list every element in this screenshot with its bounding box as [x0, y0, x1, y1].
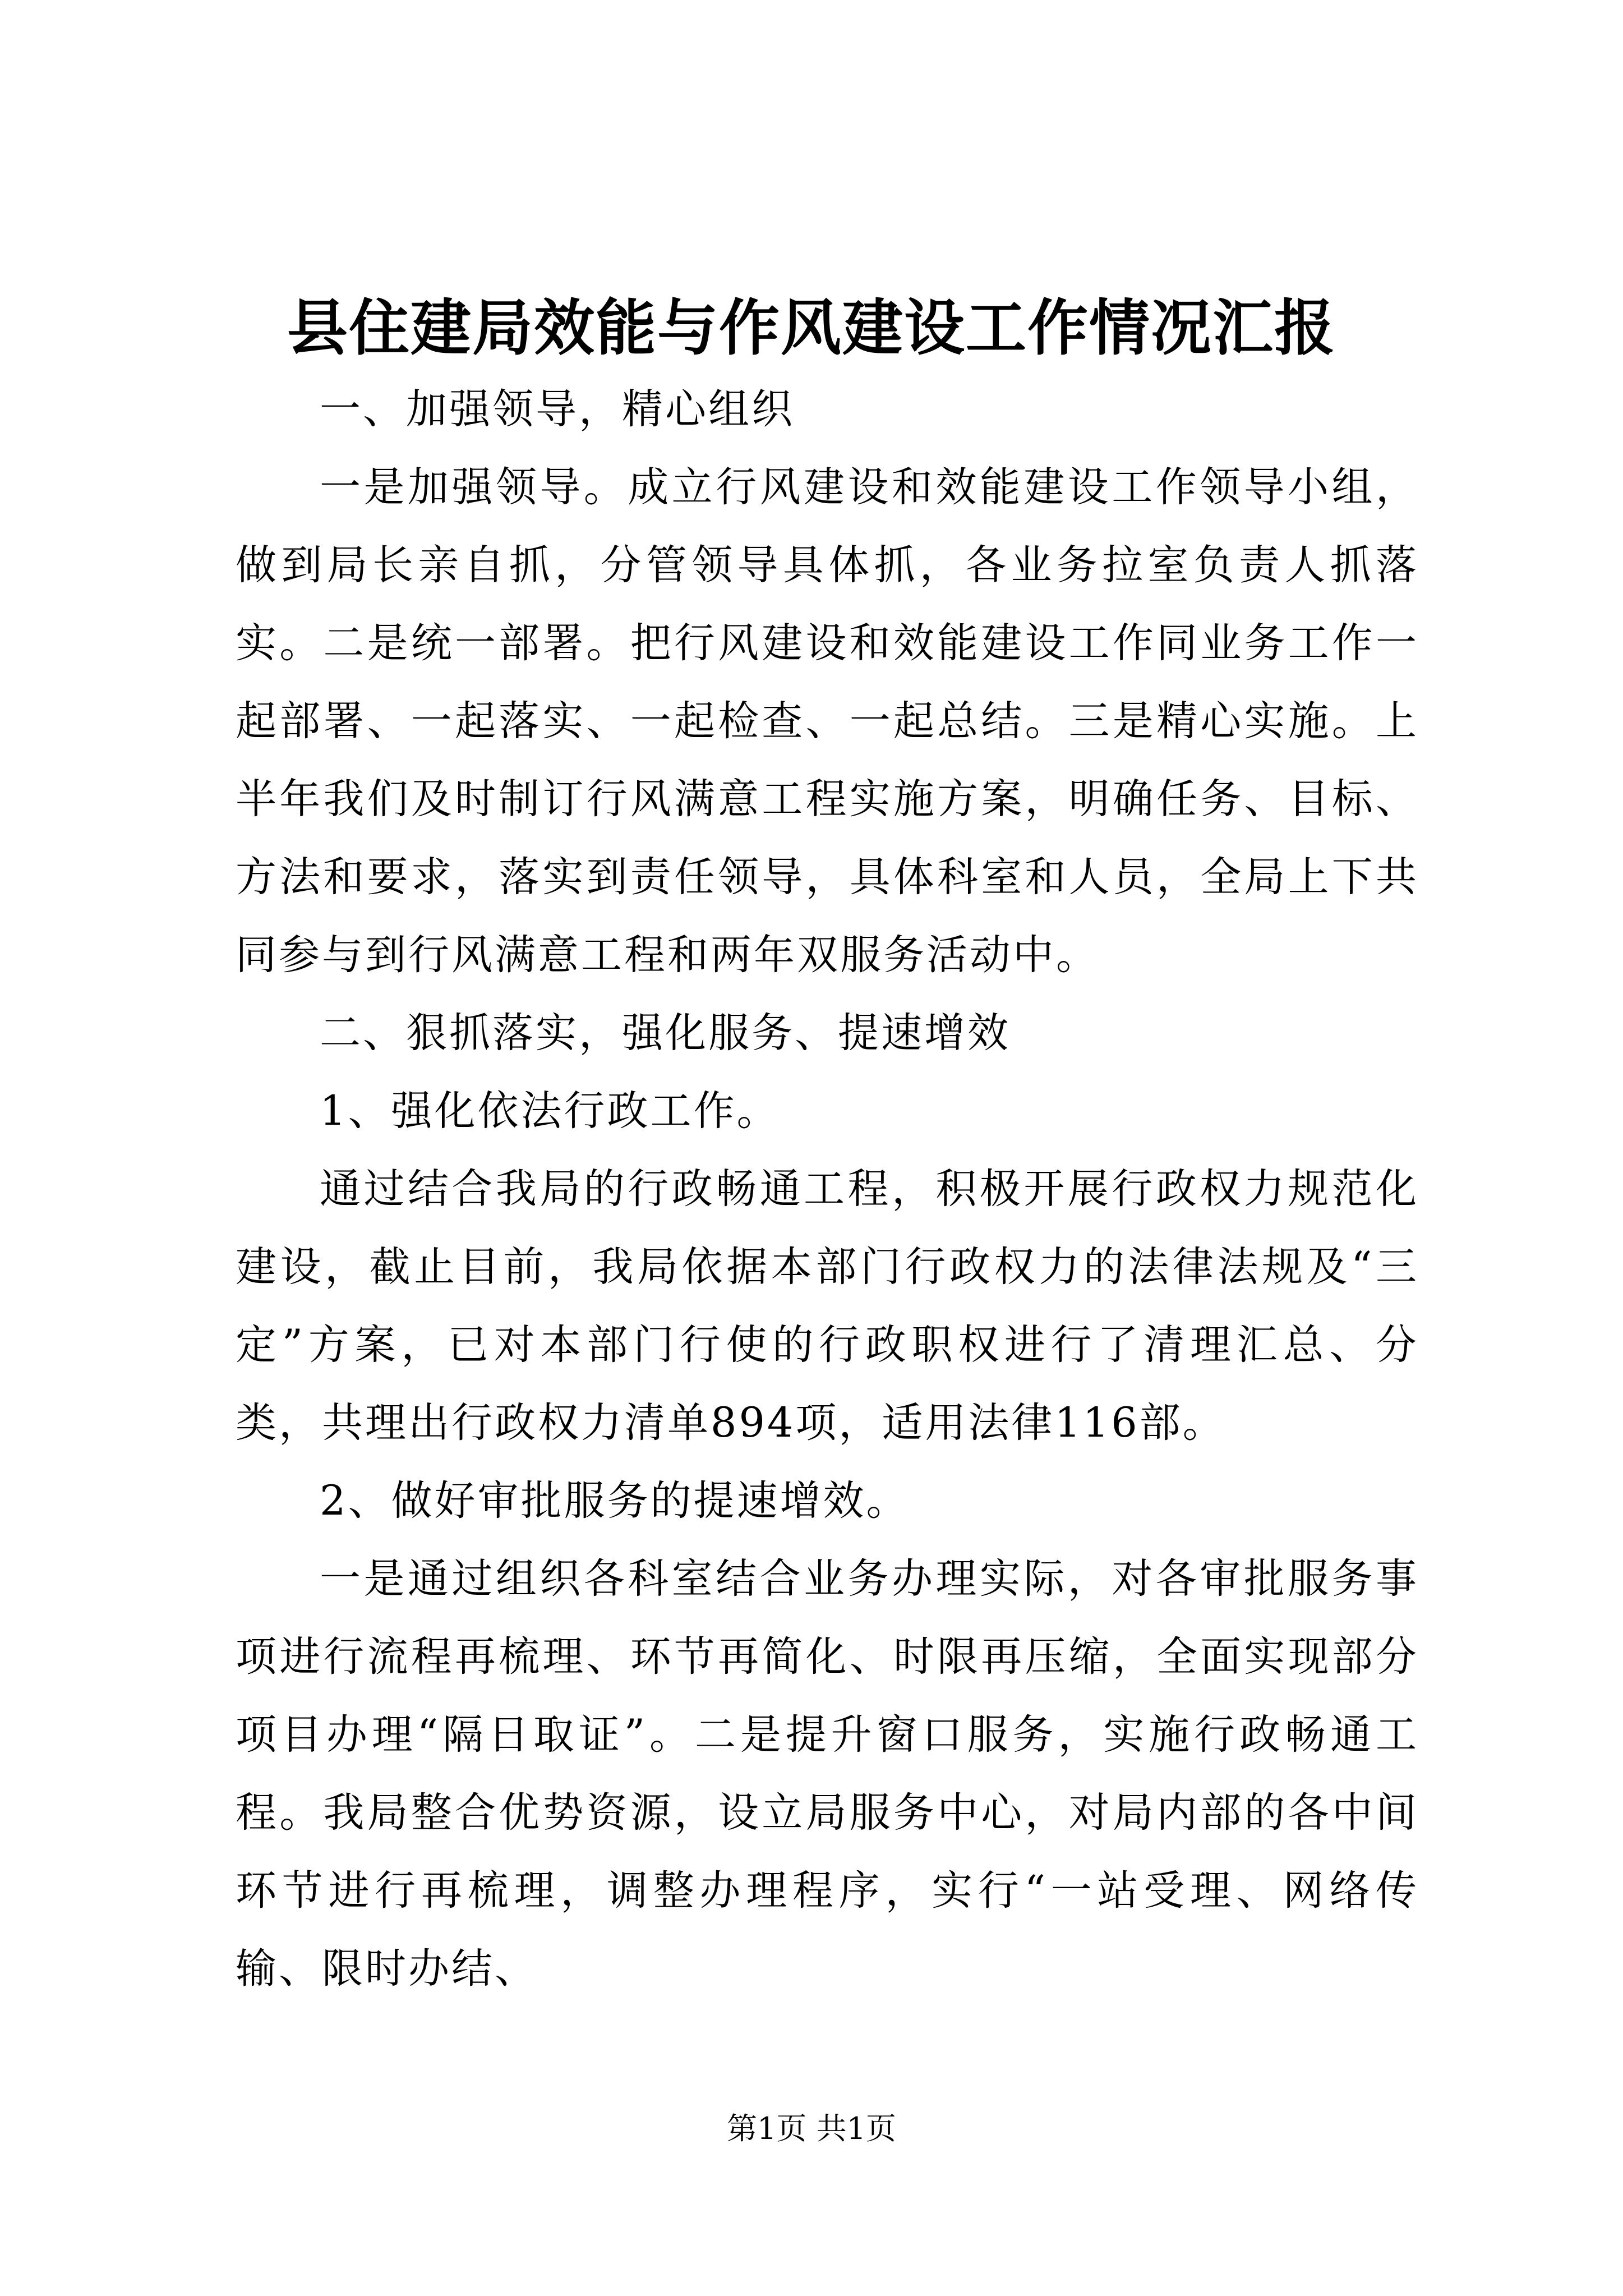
- body-paragraph: 一是通过组织各科室结合业务办理实际，对各审批服务事项进行流程再梳理、环节再简化、时限再压缩，全面实现部分项目办理“隔日取证”。二是提升窗口服务，实施行政畅通工程。我局整合优势资源，设立局服务中心，对局内部的各中间环节进行再梳理，调整办理程序，实行“一站受理、网络传输、限时办结、: [236, 1555, 1419, 1993]
- document-title: 县住建局效能与作风建设工作情况汇报: [287, 293, 1336, 364]
- page-footer: 第1页 共1页: [727, 2111, 896, 2146]
- section-heading-1: 一、加强领导，精心组织: [320, 385, 795, 433]
- subsection-heading-2: 2、做好审批服务的提速增效。: [320, 1477, 910, 1525]
- document-body: [236, 370, 1419, 2008]
- body-paragraph: 通过结合我局的行政畅通工程，积极开展行政权力规范化建设，截止目前，我局依据本部门行政权力的法律法规及“三定”方案，已对本部门行使的行政职权进行了清理汇总、分类，共理出行政权力清单894项，适用法律116部。: [236, 1165, 1419, 1447]
- section-heading-2: 二、狠抓落实，强化服务、提速增效: [320, 1009, 1011, 1057]
- body-paragraph: 一是加强领导。成立行风建设和效能建设工作领导小组，做到局长亲自抓，分管领导具体抓，各业务拉室负责人抓落实。二是统一部署。把行风建设和效能建设工作同业务工作一起部署、一起落实、一起检查、一起总结。三是精心实施。上半年我们及时制订行风满意工程实施方案，明确任务、目标、方法和要求，落实到责任领导，具体科室和人员，全局上下共同参与到行风满意工程和两年双服务活动中。: [236, 463, 1419, 979]
- subsection-heading-1: 1、强化依法行政工作。: [320, 1087, 780, 1135]
